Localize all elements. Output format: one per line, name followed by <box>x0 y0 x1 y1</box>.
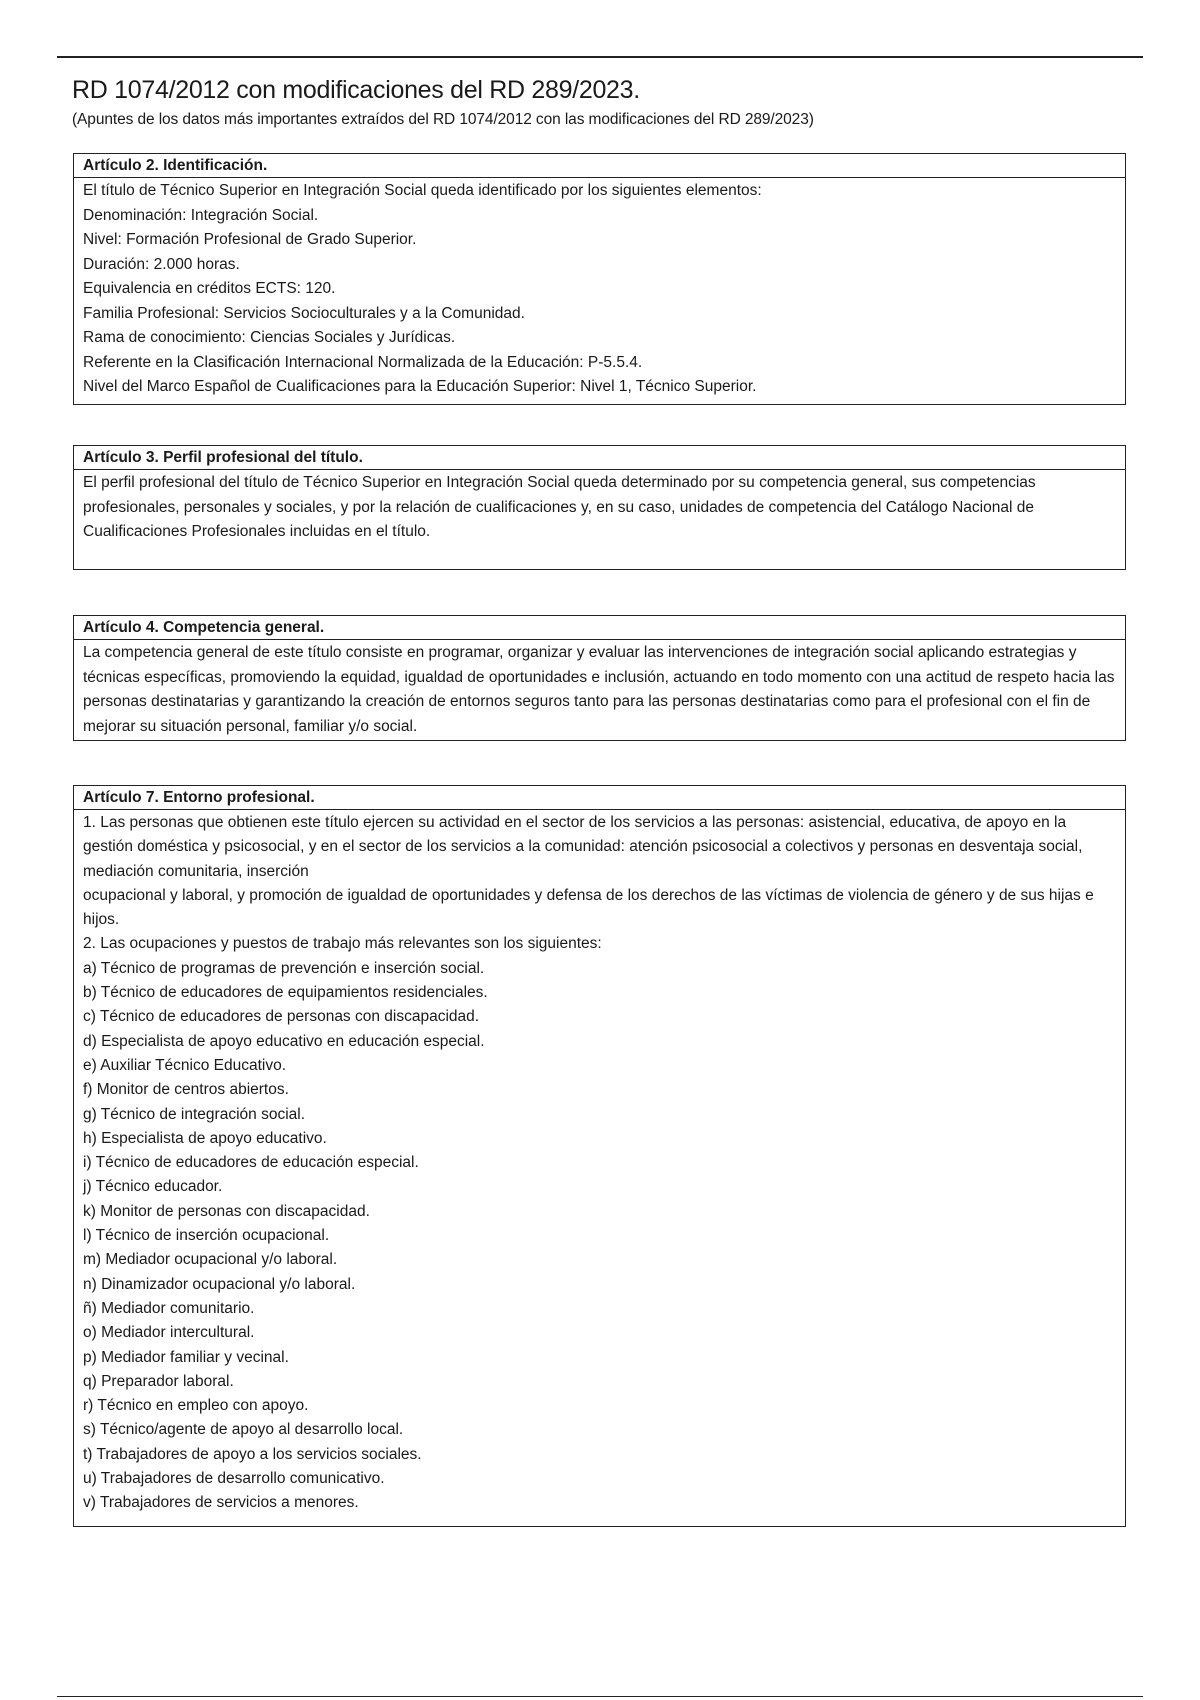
list-item: a) Técnico de programas de prevención e inserción social. <box>83 959 485 977</box>
list-item: j) Técnico educador. <box>83 1178 223 1196</box>
article-line: Duración: 2.000 horas. <box>83 255 240 273</box>
article-heading: Artículo 3. Perfil profesional del título. <box>74 446 1125 470</box>
list-item: ñ) Mediador comunitario. <box>83 1299 255 1317</box>
list-item: d) Especialista de apoyo educativo en educación especial. <box>83 1032 485 1050</box>
list-item: q) Preparador laboral. <box>83 1372 234 1390</box>
list-item: r) Técnico en empleo con apoyo. <box>83 1397 309 1415</box>
article-paragraph: La competencia general de este título consiste en programar, organizar y evaluar las intervenciones de integración social aplicando estrategias y técnicas específicas, promoviendo la equidad, igualdad de oportunidades e inclusión, actuando en todo momento con una actitud de respeto hacia las personas destinatarias y garantizando la creación de entornos seguros tanto para las personas destinatarias como para el profesional con el fin de mejorar su situación personal, familiar y/o social. <box>83 644 1115 735</box>
list-item: t) Trabajadores de apoyo a los servicios sociales. <box>83 1445 422 1463</box>
article-heading: Artículo 7. Entorno profesional. <box>74 786 1125 810</box>
article-line: Referente en la Clasificación Internacional Normalizada de la Educación: P-5.5.4. <box>83 353 643 371</box>
list-item: h) Especialista de apoyo educativo. <box>83 1129 327 1147</box>
list-item: e) Auxiliar Técnico Educativo. <box>83 1056 287 1074</box>
article-line: El título de Técnico Superior en Integración Social queda identificado por los siguientes elementos: <box>83 182 762 199</box>
article-body <box>74 810 1125 1520</box>
list-item: b) Técnico de educadores de equipamientos residenciales. <box>83 984 488 1002</box>
article-line: Denominación: Integración Social. <box>83 206 319 224</box>
top-rule <box>57 56 1143 58</box>
article-line: Equivalencia en créditos ECTS: 120. <box>83 280 336 297</box>
article-body <box>74 178 1125 404</box>
list-item: i) Técnico de educadores de educación especial. <box>83 1154 419 1172</box>
article-3-box <box>73 445 1126 570</box>
list-item: k) Monitor de personas con discapacidad. <box>83 1202 370 1220</box>
article-paragraph: El perfil profesional del título de Técnico Superior en Integración Social queda determinado por su competencia general, sus competencias profesionales, personales y sociales, y por la relación de cualificaciones y, en su caso, unidades de competencia del Catálogo Nacional de Cualificaciones Profesionales incluidas en el título. <box>83 474 1036 540</box>
list-item: p) Mediador familiar y vecinal. <box>83 1348 289 1366</box>
list-item: g) Técnico de integración social. <box>83 1105 306 1123</box>
list-item: v) Trabajadores de servicios a menores. <box>83 1494 359 1512</box>
article-body <box>74 640 1125 743</box>
article-line: Nivel del Marco Español de Cualificaciones para la Educación Superior: Nivel 1, Técnico Superior. <box>83 378 757 395</box>
article-paragraph: ocupacional y laboral, y promoción de igualdad de oportunidades y defensa de los derechos de las víctimas de violencia de género y de sus hijas e hijos. <box>83 886 1094 929</box>
list-item: l) Técnico de inserción ocupacional. <box>83 1227 330 1245</box>
article-4-box <box>73 615 1126 741</box>
list-item: n) Dinamizador ocupacional y/o laboral. <box>83 1275 356 1293</box>
article-line: Rama de conocimiento: Ciencias Sociales y Jurídicas. <box>83 329 456 346</box>
article-line: 2. Las ocupaciones y puestos de trabajo más relevantes son los siguientes: <box>83 935 602 953</box>
list-item: o) Mediador intercultural. <box>83 1324 255 1342</box>
list-item: s) Técnico/agente de apoyo al desarrollo local. <box>83 1421 404 1439</box>
article-heading: Artículo 2. Identificación. <box>74 154 1125 178</box>
list-item: u) Trabajadores de desarrollo comunicativo. <box>83 1470 385 1488</box>
article-2-box <box>73 153 1126 405</box>
article-line: Familia Profesional: Servicios Socioculturales y a la Comunidad. <box>83 304 525 322</box>
article-body <box>74 470 1125 549</box>
list-item: c) Técnico de educadores de personas con discapacidad. <box>83 1008 480 1026</box>
article-7-box <box>73 785 1126 1527</box>
document-subtitle: (Apuntes de los datos más importantes extraídos del RD 1074/2012 con las modificaciones del RD 289/2023) <box>72 111 814 128</box>
bottom-rule <box>57 1696 1143 1697</box>
list-item: m) Mediador ocupacional y/o laboral. <box>83 1251 338 1269</box>
article-paragraph: 1. Las personas que obtienen este título ejercen su actividad en el sector de los servicios a las personas: asistencial, educativa, de apoyo en la gestión doméstica y psicosocial, y en el sector de los servicios a la comunidad: atención psicosocial a colectivos y personas en desventaja social, mediación comunitaria, inserción <box>83 814 1083 880</box>
list-item: f) Monitor de centros abiertos. <box>83 1081 289 1099</box>
article-line: Nivel: Formación Profesional de Grado Superior. <box>83 231 417 248</box>
document-title: RD 1074/2012 con modificaciones del RD 289/2023. <box>72 76 640 104</box>
article-heading: Artículo 4. Competencia general. <box>74 616 1125 640</box>
